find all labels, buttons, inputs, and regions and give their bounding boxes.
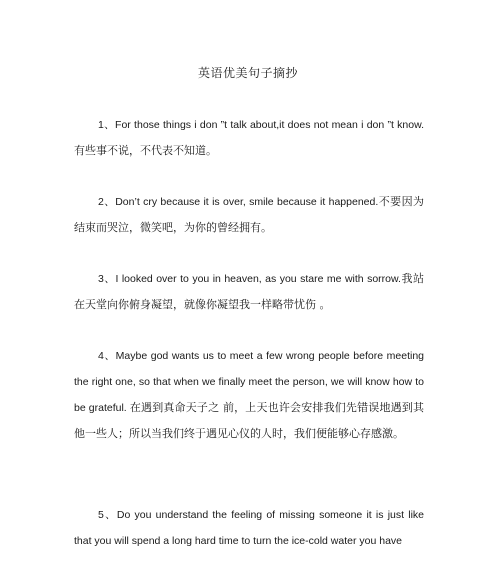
- paragraph-3-english: I looked over to you in heaven, as you stare me with sorrow.: [115, 273, 401, 285]
- paragraph-1-number: 1、: [98, 119, 116, 131]
- paragraph-5-number: 5、: [98, 509, 117, 521]
- document-title: 英语优美句子摘抄: [197, 66, 298, 80]
- paragraph-3-chinese: 我站在天堂向你俯身凝望，就像你凝望我一样略带忧伤 。: [74, 272, 425, 311]
- paragraph-5-english: Do you understand the feeling of missing someone it is just like that you will spend a long hard time to turn the ice-cold water you have: [74, 509, 424, 547]
- paragraph-2: [74, 189, 424, 241]
- paragraph-2-english: Don’t cry because it is over, smile because it happened.: [115, 196, 379, 208]
- paragraph-2-chinese: 不要因为结束而哭泣，微笑吧，为你的曾经拥有。: [74, 195, 424, 234]
- paragraph-1-chinese: 有些事不说，不代表不知道。: [74, 144, 217, 157]
- paragraph-4-english: Maybe god wants us to meet a few wrong people before meeting the right one, so that when we finally meet the person, we will know how to be grateful.: [74, 350, 424, 414]
- paragraph-3: [74, 266, 424, 318]
- paragraph-4-chinese: 在遇到真命天子之 前，上天也许会安排我们先错误地遇到其他一些人；所以当我们终于遇见心仪的人时，我们便能够心存感激。: [74, 401, 425, 440]
- paragraph-3-number: 3、: [98, 273, 116, 285]
- paragraph-4-number: 4、: [98, 350, 116, 362]
- paragraph-1: [74, 112, 424, 164]
- paragraph-1-english: For those things i don ”t talk about,it does not mean i don ”t know.: [115, 119, 425, 131]
- paragraph-4: [74, 343, 424, 447]
- paragraph-5: [74, 502, 424, 554]
- paragraph-2-number: 2、: [98, 196, 116, 208]
